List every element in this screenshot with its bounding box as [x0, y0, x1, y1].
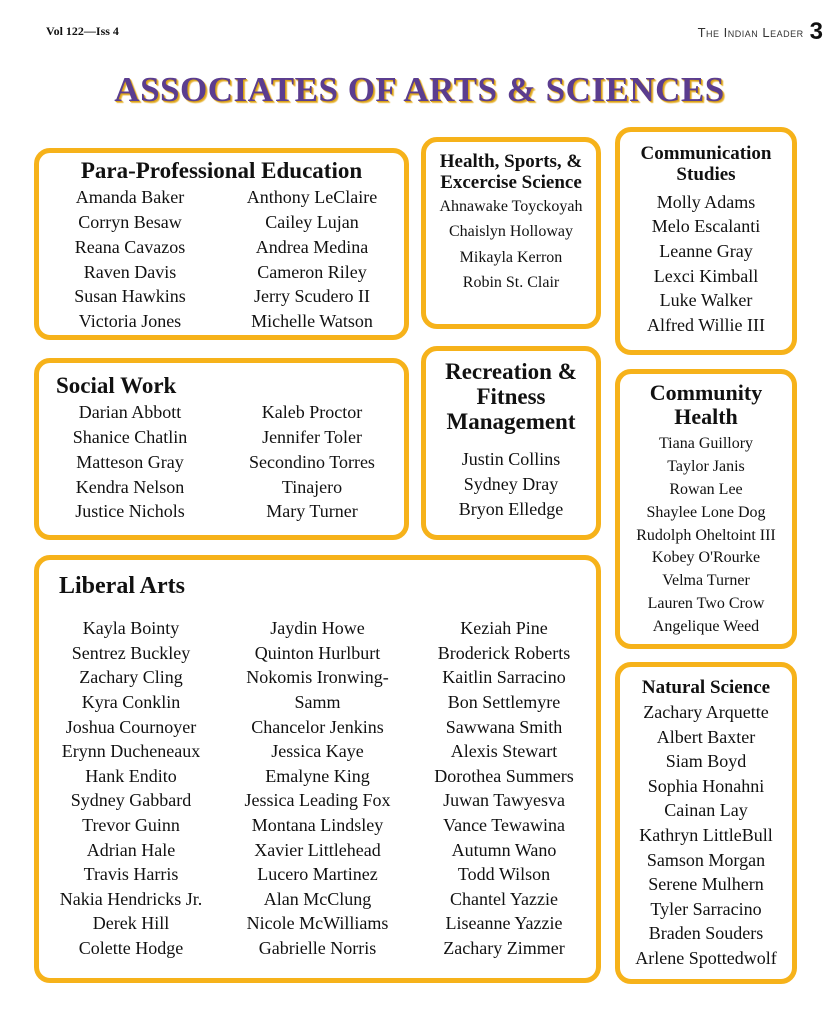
volume-issue: Vol 122—Iss 4 — [46, 24, 119, 38]
name-list-item: Sophia Honahni — [647, 775, 765, 796]
name-list-item: Albert Baxter — [656, 726, 756, 747]
name-list-item: Xavier Littlehead — [254, 839, 381, 860]
name-column — [39, 616, 223, 960]
name-list-item: Matteson Gray — [76, 451, 184, 472]
name-list-item: Hank Endito — [85, 765, 177, 786]
name-list-item: Michelle Watson — [251, 311, 373, 332]
name-list-item: Adrian Hale — [86, 839, 176, 860]
name-list-item: Alfred Willie III — [647, 314, 765, 335]
name-list-item: Justice Nichols — [75, 501, 185, 522]
name-list-item: Leanne Gray — [659, 240, 753, 261]
section-recreation-fitness-management — [421, 346, 601, 540]
name-list-item: Rowan Lee — [669, 480, 743, 498]
name-list-item: Siam Boyd — [665, 751, 747, 772]
name-list-item: Kayla Bointy — [82, 618, 180, 639]
name-column — [620, 190, 792, 338]
name-list-item: Kyra Conklin — [81, 691, 181, 712]
name-list-item: Colette Hodge — [78, 937, 184, 958]
name-list-item: Serene Mulhern — [648, 874, 764, 895]
name-list-item: Broderick Roberts — [437, 642, 571, 663]
name-list-item: Taylor Janis — [667, 458, 745, 476]
name-list-item: Zachary Arquette — [643, 701, 769, 722]
name-list-item: Shaylee Lone Dog — [646, 503, 766, 521]
name-list-item: Kaitlin Sarracino — [442, 667, 566, 688]
name-list-item: Cailey Lujan — [265, 211, 359, 232]
name-list-item: Juwan Tawyesva — [443, 790, 565, 811]
name-list-item: Justin Collins — [461, 449, 561, 470]
name-list-item: Amanda Baker — [75, 187, 185, 208]
name-list-item: Raven Davis — [83, 261, 177, 282]
name-column — [221, 400, 403, 524]
section-communication-studies — [615, 127, 797, 355]
name-list-item: Jessica Kaye — [271, 741, 364, 762]
name-column — [620, 700, 792, 971]
section-community-health — [615, 369, 797, 649]
name-list-item: Tiana Guillory — [658, 435, 754, 453]
name-list-item: Cainan Lay — [664, 800, 748, 821]
section-para-professional-education — [34, 148, 409, 340]
name-list-item: Trevor Guinn — [82, 814, 180, 835]
name-list-item: Sydney Dray — [463, 473, 559, 494]
name-list-item: Zachary Zimmer — [443, 937, 565, 958]
name-list-item: Bryon Elledge — [458, 498, 564, 519]
name-list-item: Jessica Leading Fox — [244, 790, 391, 811]
section-health-sports-exercise-science — [421, 137, 601, 329]
section-heading: Communication Studies — [640, 143, 772, 185]
name-list-item: Mary Turner — [266, 501, 358, 522]
name-list-item: Robin St. Clair — [462, 274, 560, 292]
name-list-item: Zachary Cling — [79, 667, 183, 688]
name-list-item: Joshua Cournoyer — [65, 716, 197, 737]
name-list-item: Emalyne King — [265, 765, 370, 786]
name-list-item: Kathryn LittleBull — [639, 824, 773, 845]
name-list-item: Susan Hawkins — [74, 286, 186, 307]
section-heading: Health, Sports, & Excercise Science — [439, 151, 583, 193]
name-list-item: Lexci Kimball — [653, 265, 759, 286]
name-list-item: Molly Adams — [656, 191, 756, 212]
name-list-item: Quinton Hurlburt — [254, 642, 381, 663]
section-natural-science — [615, 662, 797, 984]
name-list-item: Liseanne Yazzie — [445, 913, 563, 934]
name-list-item: Melo Escalanti — [651, 216, 761, 237]
name-list-item: Andrea Medina — [255, 236, 369, 257]
name-list-item: Travis Harris — [83, 864, 179, 885]
name-list-item: Cameron Riley — [257, 261, 367, 282]
name-column — [426, 447, 596, 521]
name-list-item: Kendra Nelson — [75, 476, 185, 497]
section-liberal-arts — [34, 555, 601, 983]
name-list-item: Nakia Hendricks Jr. — [59, 888, 203, 909]
section-social-work — [34, 358, 409, 540]
section-heading: Recreation & Fitness Management — [445, 359, 577, 435]
name-list-item: Ahnawake Toyckoyah — [439, 197, 583, 215]
name-list-item: Velma Turner — [662, 572, 750, 590]
name-list-item: Derek Hill — [92, 913, 170, 934]
section-heading: Community Health — [649, 380, 763, 430]
name-list-item: Kaleb Proctor — [261, 402, 363, 423]
name-list-item: Sentrez Buckley — [71, 642, 191, 663]
section-heading: Natural Science — [641, 677, 771, 698]
masthead — [698, 20, 823, 44]
name-list-item: Kobey O'Rourke — [651, 549, 761, 567]
name-column — [221, 185, 403, 334]
name-column — [39, 185, 221, 334]
name-list-item: Lauren Two Crow — [647, 594, 765, 612]
name-list-item: Alexis Stewart — [450, 741, 558, 762]
name-list-item: Darian Abbott — [78, 402, 182, 423]
name-list-item: Angelique Weed — [652, 617, 760, 635]
name-list-item: Alan McClung — [263, 888, 372, 909]
name-list-item: Secondino Torres — [249, 451, 375, 472]
name-list-item: Sawwana Smith — [445, 716, 563, 737]
name-list-item: Keziah Pine — [460, 618, 548, 639]
name-column — [412, 616, 596, 960]
name-column — [426, 194, 596, 296]
page-number: 3 — [809, 18, 823, 45]
page-title: ASSOCIATES OF ARTS & SCIENCES — [114, 70, 725, 109]
name-list-item: Nokomis Ironwing-Samm — [246, 667, 389, 712]
name-list-item: Jerry Scudero II — [254, 286, 370, 307]
name-list-item: Montana Lindsley — [251, 814, 384, 835]
name-list-item: Mikayla Kerron — [459, 248, 563, 266]
section-heading: Social Work — [56, 373, 177, 398]
name-column — [620, 433, 792, 638]
name-list-item: Dorothea Summers — [434, 765, 574, 786]
name-column — [223, 616, 412, 960]
name-list-item: Vance Tewawina — [443, 814, 565, 835]
name-list-item: Chancelor Jenkins — [251, 716, 384, 737]
name-list-item: Todd Wilson — [457, 864, 551, 885]
name-list-item: Tinajero — [281, 476, 343, 497]
name-list-item: Jaydin Howe — [270, 618, 365, 639]
name-list-item: Gabrielle Norris — [258, 937, 377, 958]
name-list-item: Sydney Gabbard — [70, 790, 192, 811]
name-list-item: Corryn Besaw — [78, 211, 182, 232]
name-column — [39, 400, 221, 524]
name-list-item: Lucero Martinez — [257, 864, 378, 885]
name-list-item: Shanice Chatlin — [72, 426, 188, 447]
name-list-item: Victoria Jones — [78, 311, 182, 332]
name-list-item: Rudolph Oheltoint III — [636, 526, 776, 544]
name-list-item: Jennifer Toler — [262, 426, 362, 447]
name-list-item: Braden Souders — [648, 923, 764, 944]
name-list-item: Nicole McWilliams — [246, 913, 389, 934]
section-heading: Para-Professional Education — [80, 158, 363, 183]
name-list-item: Reana Cavazos — [74, 236, 186, 257]
name-list-item: Arlene Spottedwolf — [635, 947, 777, 968]
name-list-item: Tyler Sarracino — [650, 898, 762, 919]
name-list-item: Samson Morgan — [646, 849, 766, 870]
name-list-item: Anthony LeClaire — [246, 187, 378, 208]
name-list-item: Chantel Yazzie — [450, 888, 558, 909]
name-list-item: Autumn Wano — [451, 839, 557, 860]
name-list-item: Luke Walker — [659, 290, 753, 311]
name-list-item: Bon Settlemyre — [447, 691, 561, 712]
publication-name: The Indian Leader — [697, 24, 804, 40]
section-heading: Liberal Arts — [59, 573, 185, 599]
name-list-item: Erynn Ducheneaux — [61, 741, 201, 762]
name-list-item: Chaislyn Holloway — [449, 223, 573, 241]
